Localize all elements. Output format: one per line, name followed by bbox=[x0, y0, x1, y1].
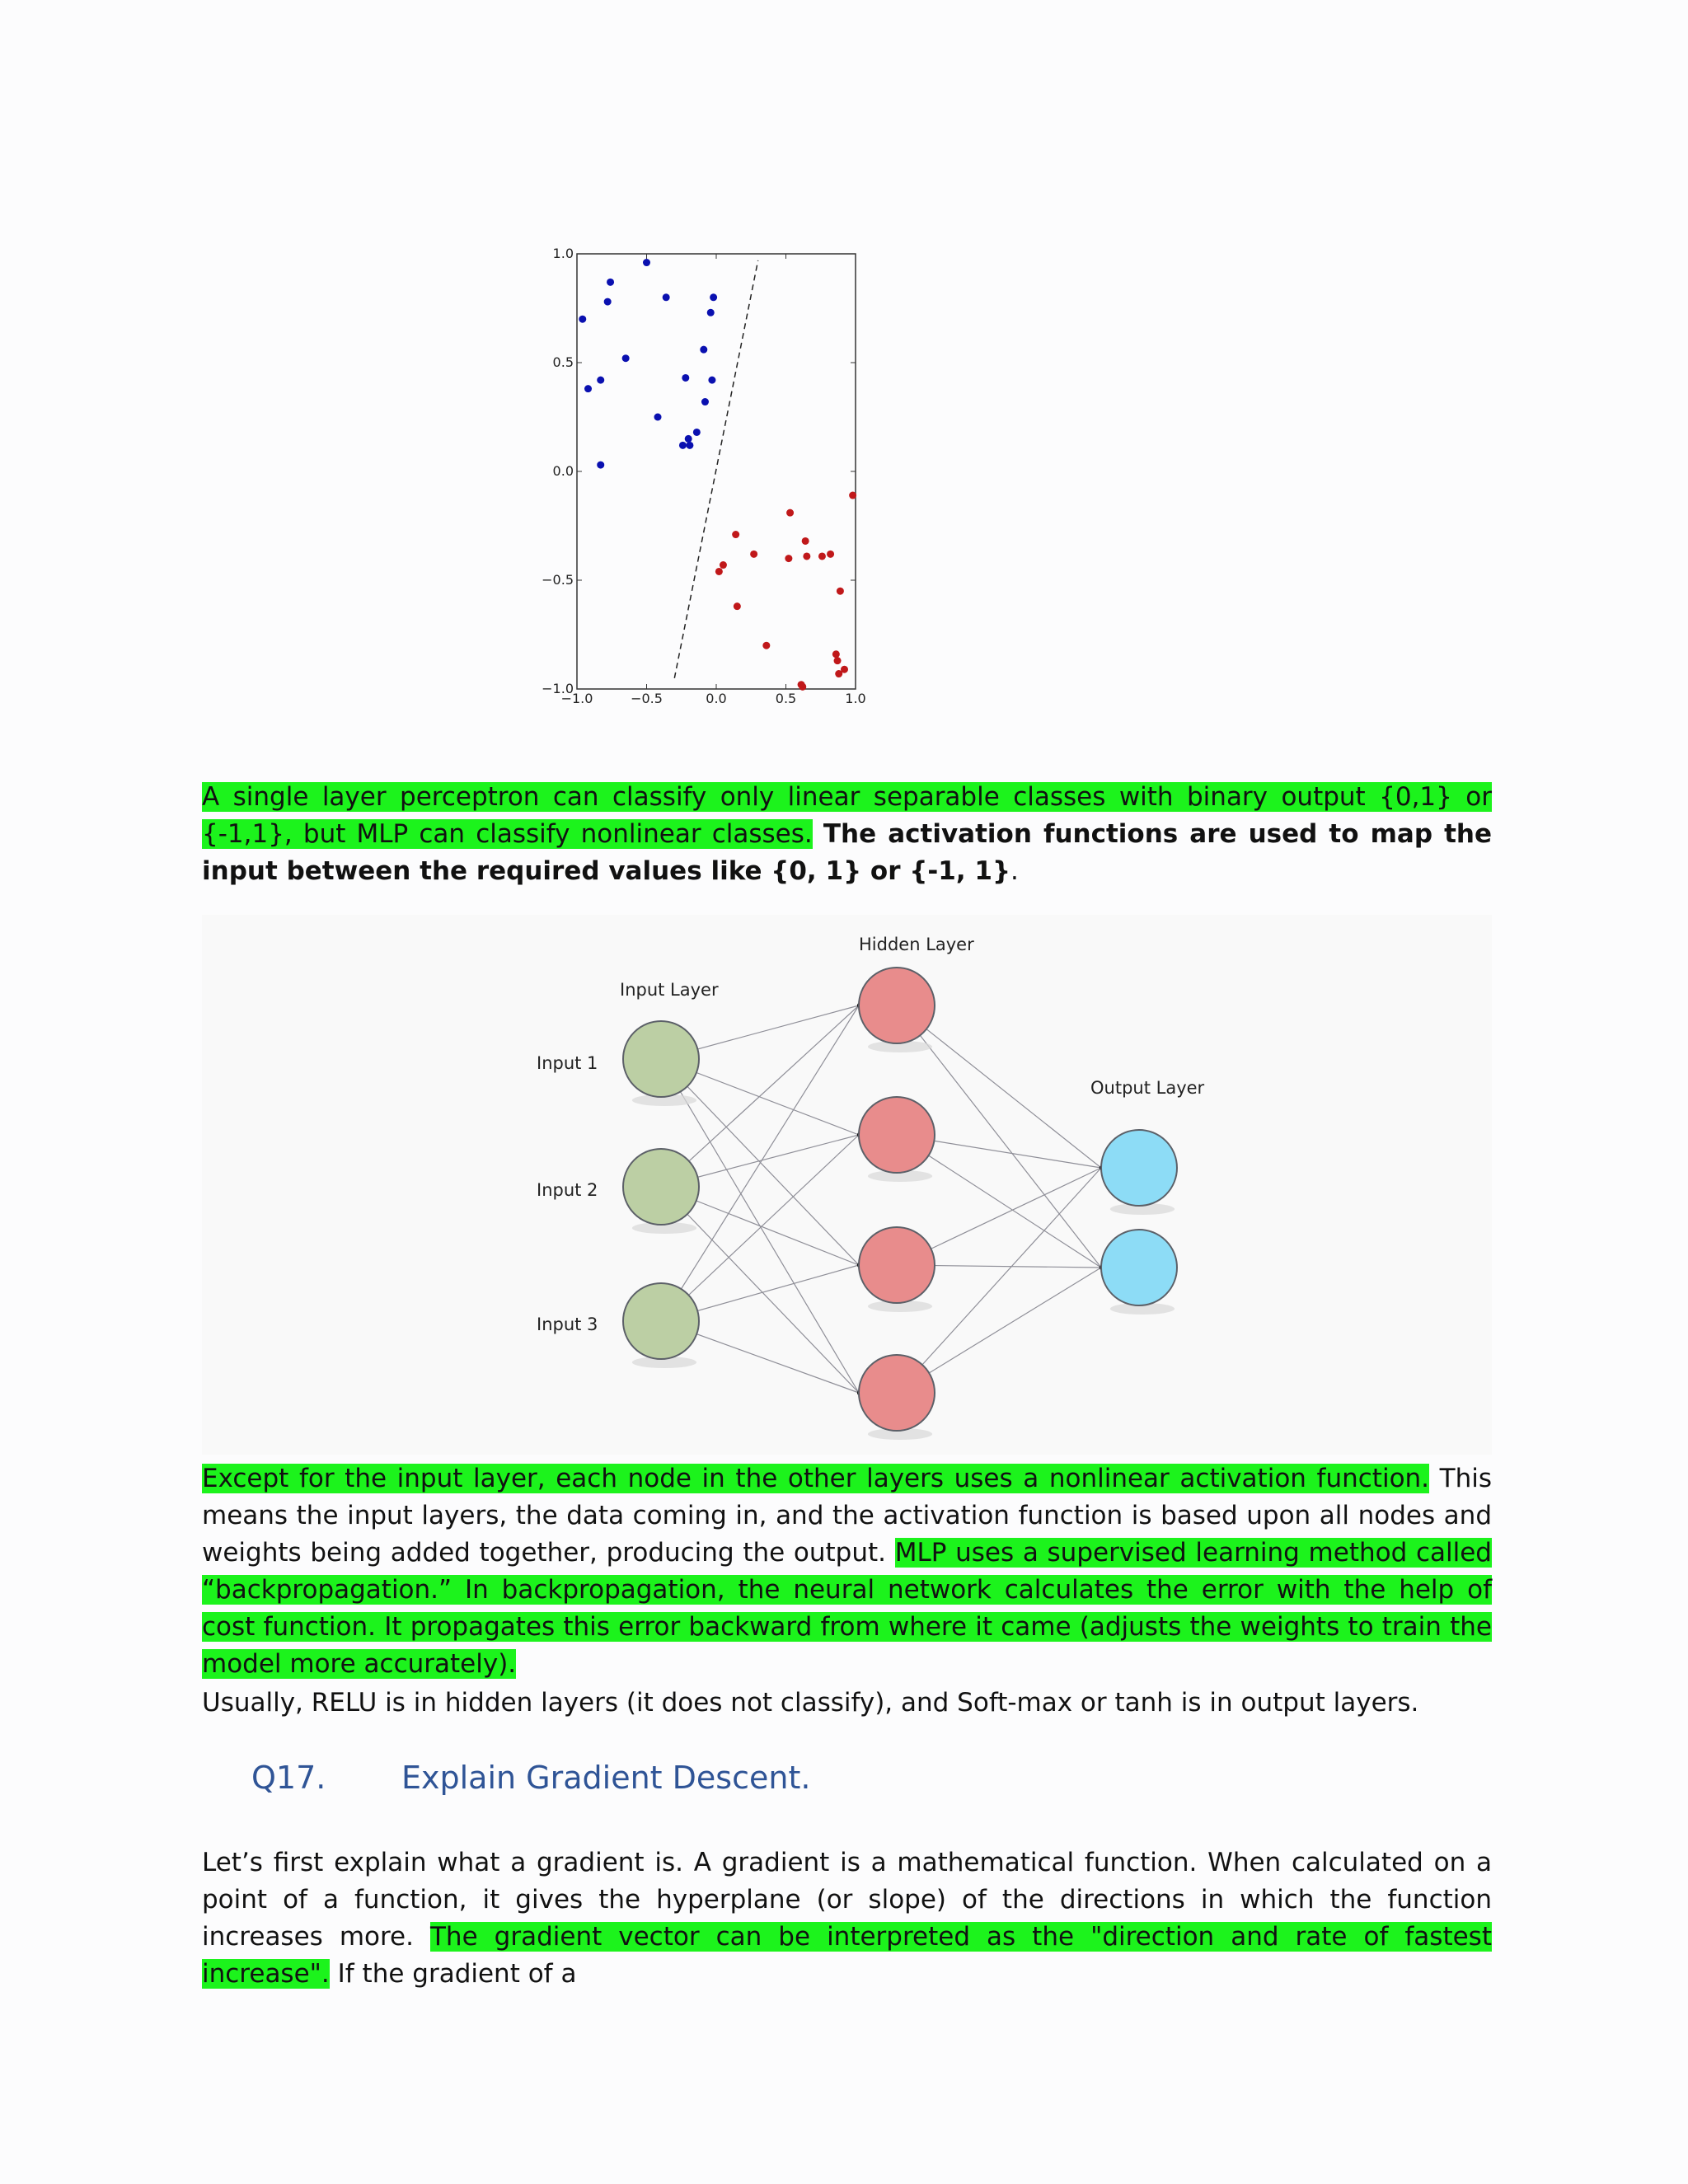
blue-point bbox=[584, 385, 592, 392]
input-label-3: Input 3 bbox=[537, 1315, 598, 1334]
red-point bbox=[785, 555, 792, 562]
hidden-node bbox=[859, 1227, 935, 1303]
output-layer-title: Output Layer bbox=[1090, 1078, 1205, 1098]
hidden-node bbox=[859, 968, 935, 1043]
highlighted-text: A single layer perceptron can classify only linear separable classes with binary output {0,1} or {-1,1}, but MLP can classify nonlinear classes. bbox=[202, 782, 1492, 849]
input-label-2: Input 2 bbox=[537, 1180, 598, 1200]
red-point bbox=[832, 650, 840, 658]
blue-point bbox=[643, 259, 650, 266]
data-points bbox=[579, 259, 856, 691]
blue-point bbox=[597, 377, 604, 384]
x-tick-label: −0.5 bbox=[631, 691, 663, 706]
blue-point bbox=[663, 293, 670, 301]
blue-point bbox=[700, 346, 707, 354]
red-point bbox=[786, 509, 794, 517]
neural-network-diagram bbox=[202, 915, 1492, 1455]
output-node bbox=[1101, 1230, 1177, 1305]
red-point bbox=[849, 492, 856, 499]
y-tick-label: 0.5 bbox=[552, 354, 574, 370]
blue-point bbox=[686, 442, 693, 449]
red-point bbox=[732, 531, 739, 538]
blue-point bbox=[682, 374, 689, 382]
red-point bbox=[834, 657, 842, 664]
red-point bbox=[827, 551, 834, 558]
input-node bbox=[623, 1021, 699, 1097]
paragraph-perceptron bbox=[202, 779, 1492, 890]
red-point bbox=[720, 561, 727, 569]
red-point bbox=[803, 552, 810, 560]
blue-point bbox=[685, 435, 692, 443]
blue-point bbox=[579, 316, 586, 323]
paragraph-relu: Usually, RELU is in hidden layers (it does not classify), and Soft-max or tanh is in output layers. bbox=[202, 1688, 1419, 1718]
blue-point bbox=[708, 377, 715, 384]
x-tick-label: 0.5 bbox=[775, 691, 797, 706]
red-point bbox=[750, 551, 757, 558]
red-point bbox=[818, 552, 826, 560]
highlighted-text: The gradient vector can be interpreted as the "direction and rate of fastest increase". bbox=[202, 1922, 1492, 1989]
red-point bbox=[762, 642, 770, 649]
hidden-node bbox=[859, 1097, 935, 1173]
red-point bbox=[802, 537, 809, 545]
scatter-plot bbox=[528, 239, 1154, 717]
blue-point bbox=[622, 354, 630, 362]
axis-ticks bbox=[542, 246, 866, 706]
x-tick-label: −1.0 bbox=[560, 691, 593, 706]
section-heading bbox=[251, 1760, 810, 1796]
blue-point bbox=[701, 398, 709, 405]
highlighted-text-2: MLP uses a supervised learning method called “backpropagation.” In backpropagation, the neural network calculates the error with the help of cost function. It propagates this error backward from where it came (adjusts the weights to train the model more accurately). bbox=[202, 1538, 1492, 1679]
text-end: . bbox=[1010, 856, 1019, 886]
blue-point bbox=[604, 298, 612, 306]
plain-text-1: Let’s first explain what a gradient is. A gradient is a mathematical function. When calculated on a point of a function, it gives the hyperplane (or slope) of the directions in which the function increases more. bbox=[202, 1848, 1492, 1952]
plain-text-2: If the gradient of a bbox=[329, 1959, 577, 1989]
paragraph-gradient bbox=[202, 1844, 1492, 1993]
blue-point bbox=[654, 414, 662, 421]
bold-text: The activation functions are used to map the input between the required values like {0, 1} or {-1, 1} bbox=[202, 819, 1492, 886]
red-point bbox=[841, 666, 848, 673]
y-tick-label: 1.0 bbox=[552, 246, 574, 261]
blue-point bbox=[693, 429, 701, 436]
blue-point bbox=[710, 293, 717, 301]
y-tick-label: −1.0 bbox=[542, 681, 574, 696]
x-tick-label: 0.0 bbox=[706, 691, 727, 706]
red-point bbox=[799, 683, 806, 691]
output-node bbox=[1101, 1130, 1177, 1206]
red-point bbox=[715, 568, 723, 575]
hidden-node bbox=[859, 1355, 935, 1431]
hidden-layer-title: Hidden Layer bbox=[859, 935, 974, 954]
blue-point bbox=[707, 309, 715, 316]
input-node bbox=[623, 1149, 699, 1225]
heading-text: Explain Gradient Descent. bbox=[401, 1760, 811, 1796]
x-tick-label: 1.0 bbox=[845, 691, 866, 706]
blue-point bbox=[597, 462, 604, 469]
input-layer-title: Input Layer bbox=[620, 980, 719, 1000]
highlighted-text-1: Except for the input layer, each node in the other layers uses a nonlinear activation function. bbox=[202, 1464, 1430, 1493]
decision-boundary bbox=[674, 260, 757, 678]
question-number: Q17. bbox=[251, 1760, 326, 1796]
red-point bbox=[837, 588, 844, 595]
red-point bbox=[734, 602, 741, 610]
input-node bbox=[623, 1283, 699, 1359]
y-tick-label: 0.0 bbox=[552, 463, 574, 479]
plain-text: This means the input layers, the data coming in, and the activation function is based upon all nodes and weights being added together, producing the output. bbox=[202, 1464, 1492, 1568]
blue-point bbox=[679, 442, 687, 449]
paragraph-activation bbox=[202, 1460, 1492, 1683]
blue-point bbox=[607, 279, 614, 286]
input-label-1: Input 1 bbox=[537, 1053, 598, 1073]
y-tick-label: −0.5 bbox=[542, 572, 574, 588]
